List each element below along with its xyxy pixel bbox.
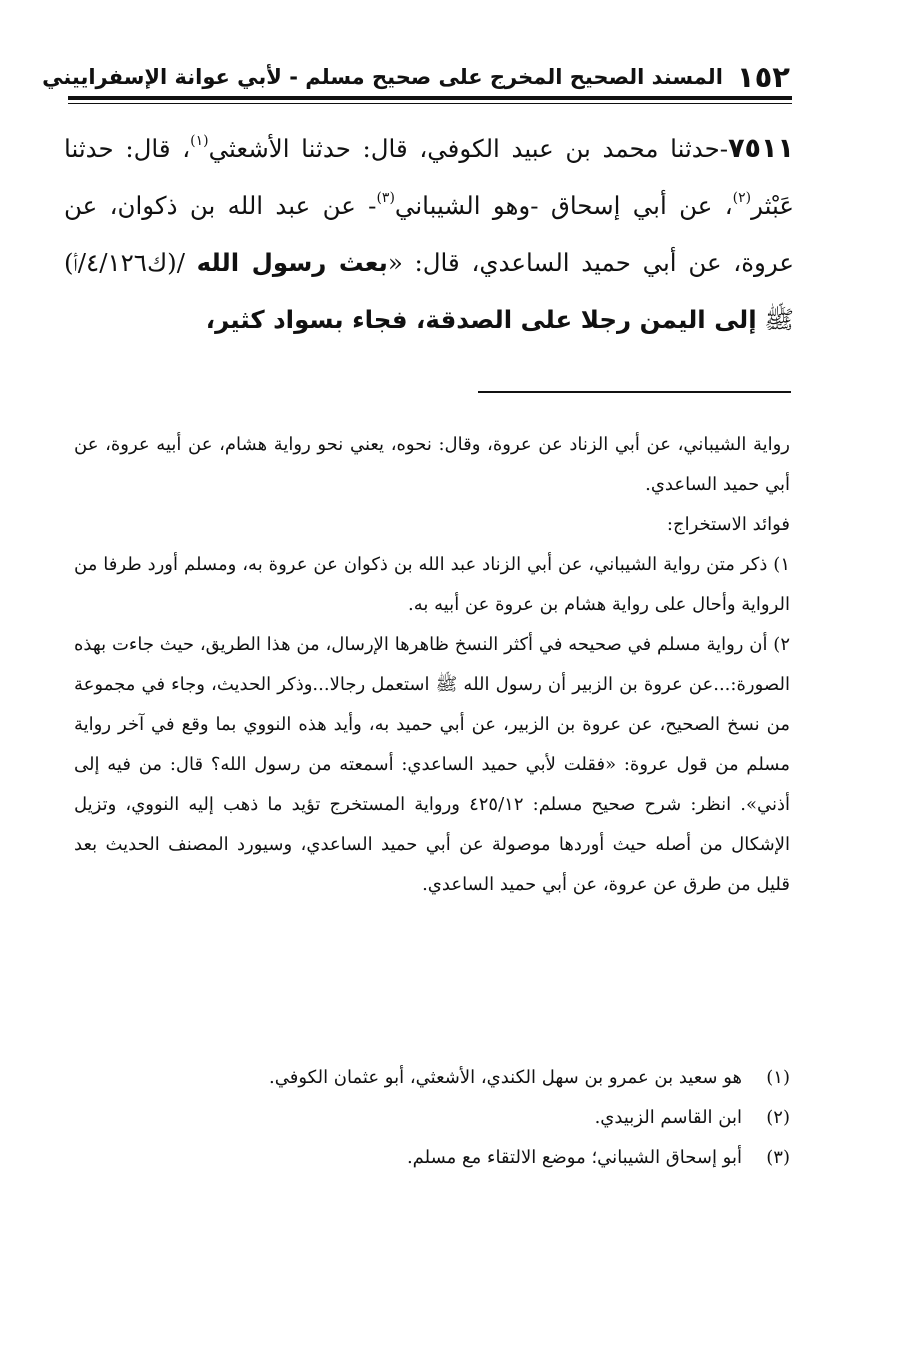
footnote-text: هو سعيد بن عمرو بن سهل الكندي، الأشعثي، أبو عثمان الكوفي.	[269, 1067, 742, 1088]
footnote-text: أبو إسحاق الشيباني؛ موضع الالتقاء مع مسلم.	[406, 1147, 742, 1168]
footnote-ref: (٢)	[732, 190, 752, 206]
footnote-marker: (٢)	[766, 1107, 790, 1128]
footnote	[74, 1058, 790, 1098]
commentary-heading: فوائد الاستخراج:	[666, 514, 790, 535]
footnote-marker: (٣)	[766, 1147, 790, 1168]
commentary-paragraph: ٢) أن رواية مسلم في صحيحه في أكثر النسخ ظاهرها الإرسال، من هذا الطريق، حيث جاءت بهذه الصورة:...عن عروة بن الزبير أن رسول الله ﷺ استعمل رجالا...وذكر الحديث، وجاء في مجموعة من نسخ الصحيح، عن عروة بن الزبير، عن أبي حميد به، وأيد هذه النووي بما وقع في آخر رواية مسلم من قول عروة: «فقلت لأبي حميد الساعدي: أسمعته من رسول الله؟ قال: من فيه إلى أذني». انظر: شرح صحيح مسلم: ٤٢٥/١٢ ورواية المستخرج تؤيد ما ذهب إليه النووي، وتزيل الإشكال من أصله حيث أوردها موصولة عن أبي حميد الساعدي، وسيورد المصنف الحديث بعد قليل من طرق عن عروة، عن أبي حميد الساعدي.	[74, 634, 790, 895]
footnote-ref: (١)	[190, 133, 209, 149]
page-header	[42, 58, 790, 96]
footnote-marker: (١)	[766, 1067, 790, 1088]
footnote-separator	[478, 391, 791, 393]
footnote	[74, 1098, 790, 1138]
hadith-segment: ، عن أبي إسحاق -وهو الشيباني	[394, 191, 733, 220]
hadith-segment: - عن عبد الله بن ذكوان، عن عروة، عن أبي حميد الساعدي، قال: «	[64, 191, 795, 277]
footnote-text: ابن القاسم الزبيدي.	[594, 1107, 742, 1128]
running-title: المسند الصحيح المخرج على صحيح مسلم - لأبي عوانة الإسفراييني	[42, 65, 723, 89]
manuscript-reference: /(ك٤/١٢٦/أ) ﷺ	[64, 248, 794, 334]
hadith-matn-bold: بعث رسول الله	[196, 248, 388, 277]
header-rule-thick	[68, 96, 792, 100]
footnote	[74, 1138, 790, 1178]
hadith-segment: -حدثنا محمد بن عبيد الكوفي، قال: حدثنا الأشعثي	[208, 134, 729, 163]
hadith-matn-bold: إلى اليمن رجلا على الصدقة، فجاء بسواد كثير،	[205, 305, 757, 334]
commentary	[74, 425, 790, 905]
footnotes	[74, 1058, 790, 1178]
page-number: ١٥٢	[736, 60, 790, 94]
hadith-number: ٧٥١١	[728, 133, 794, 164]
footnote-ref: (٣)	[376, 190, 395, 206]
header-rule-thin	[68, 103, 792, 104]
hadith-text	[64, 120, 794, 348]
commentary-paragraph: ١) ذكر متن رواية الشيباني، عن أبي الزناد عبد الله بن ذكوان عن عروة به، ومسلم أورد طرفا من الرواية وأحال على رواية هشام بن عروة عن أبيه به.	[74, 554, 790, 615]
commentary-paragraph: رواية الشيباني، عن أبي الزناد عن عروة، وقال: نحوه، يعني نحو رواية هشام، عن أبيه عروة، عن أبي حميد الساعدي.	[74, 434, 790, 495]
hadith-segment: ، قال: حدثنا عَبْثر	[64, 134, 795, 220]
